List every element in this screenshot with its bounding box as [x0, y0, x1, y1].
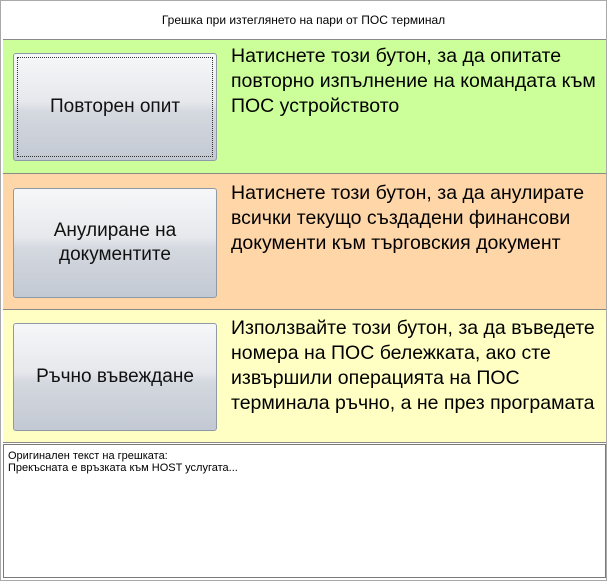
retry-description: Натиснете този бутон, за да опитате повторно изпълнение на командата към ПОС устройството: [231, 45, 596, 117]
retry-panel: [3, 39, 606, 173]
error-text-box[interactable]: [3, 444, 606, 578]
manual-entry-button-label: Ръчно въвеждане: [36, 366, 194, 387]
manual-entry-button[interactable]: [13, 323, 217, 431]
error-message: Прекъсната е връзката към HOST услугата...: [8, 462, 238, 474]
cancel-documents-description: Натиснете този бутон, за да анулирате всички текущо създадени финансови документи към търговския документ: [231, 182, 585, 254]
retry-button[interactable]: [13, 53, 217, 161]
manual-entry-description: Използвайте този бутон, за да въведете номера на ПОС бележката, ако сте извършили операцията на ПОС терминала ръчно, а не през програмата: [231, 317, 595, 414]
retry-button-label: Повторен опит: [49, 96, 181, 117]
cancel-documents-button[interactable]: [13, 188, 217, 298]
dialog-title: Грешка при изтеглянето на пари от ПОС терминал: [1, 1, 606, 37]
cancel-documents-panel: [3, 173, 606, 309]
error-heading: Оригинален текст на грешката:: [8, 450, 168, 462]
manual-entry-panel: [3, 309, 606, 443]
cancel-documents-button-label: Анулиране на документите: [53, 220, 177, 265]
